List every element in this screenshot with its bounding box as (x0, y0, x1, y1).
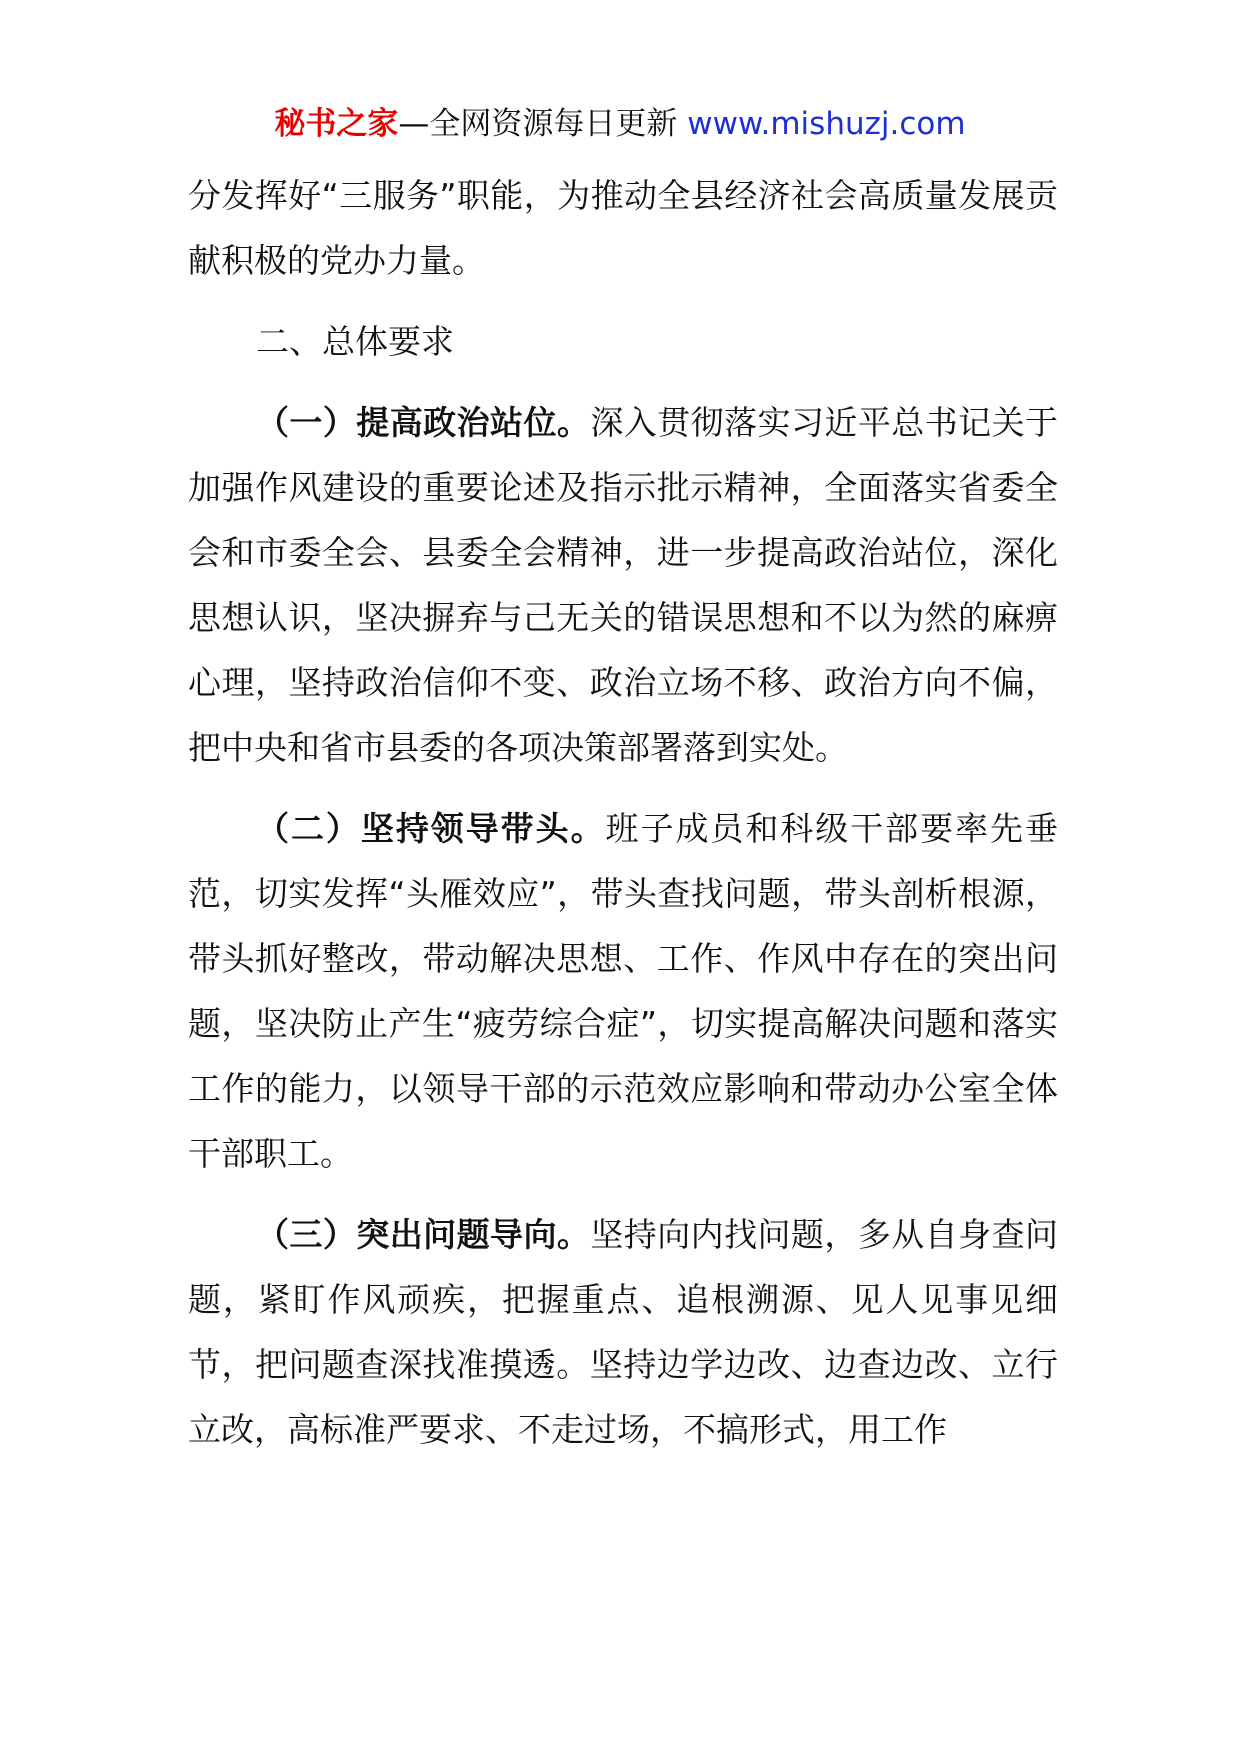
item-3-lead: （三）突出问题导向。 (256, 1215, 591, 1254)
page-header (0, 100, 1240, 148)
paragraph-continuation: 分发挥好“三服务”职能，为推动全县经济社会高质量发展贡献积极的党办力量。 (188, 176, 1058, 280)
item-2-lead: （二）坚持领导带头。 (256, 809, 606, 848)
header-brand: 秘书之家 (274, 106, 399, 142)
paragraph-item-1 (188, 390, 1058, 780)
header-url[interactable]: www.mishuzj.com (687, 106, 966, 142)
header-tagline: —全网资源每日更新 (398, 106, 688, 142)
section-heading: 二、总体要求 (256, 322, 454, 361)
item-3-text: 坚持向内找问题，多从自身查问题，紧盯作风顽疾，把握重点、追根溯源、见人见事见细节，把问题查深找准摸透。坚持边学边改、边查边改、立行立改，高标准严要求、不走过场，不搞形式，用工作 (188, 1215, 1059, 1449)
item-1-text: 深入贯彻落实习近平总书记关于加强作风建设的重要论述及指示批示精神，全面落实省委全会和市委全会、县委全会精神，进一步提高政治站位，深化思想认识，坚决摒弃与己无关的错误思想和不以为然的麻痹心理，坚持政治信仰不变、政治立场不移、政治方向不偏，把中央和省市县委的各项决策部署落到实处。 (188, 403, 1059, 767)
item-1-lead: （一）提高政治站位。 (256, 403, 591, 442)
item-2-text: 班子成员和科级干部要率先垂范，切实发挥“头雁效应”，带头查找问题，带头剖析根源，带头抓好整改，带动解决思想、工作、作风中存在的突出问题，坚决防止产生“疲劳综合症”，切实提高解决问题和落实工作的能力，以领导干部的示范效应影响和带动办公室全体干部职工。 (188, 809, 1059, 1173)
document-body (188, 163, 1058, 1462)
paragraph-item-2 (188, 796, 1058, 1186)
paragraph-item-3 (188, 1202, 1058, 1462)
